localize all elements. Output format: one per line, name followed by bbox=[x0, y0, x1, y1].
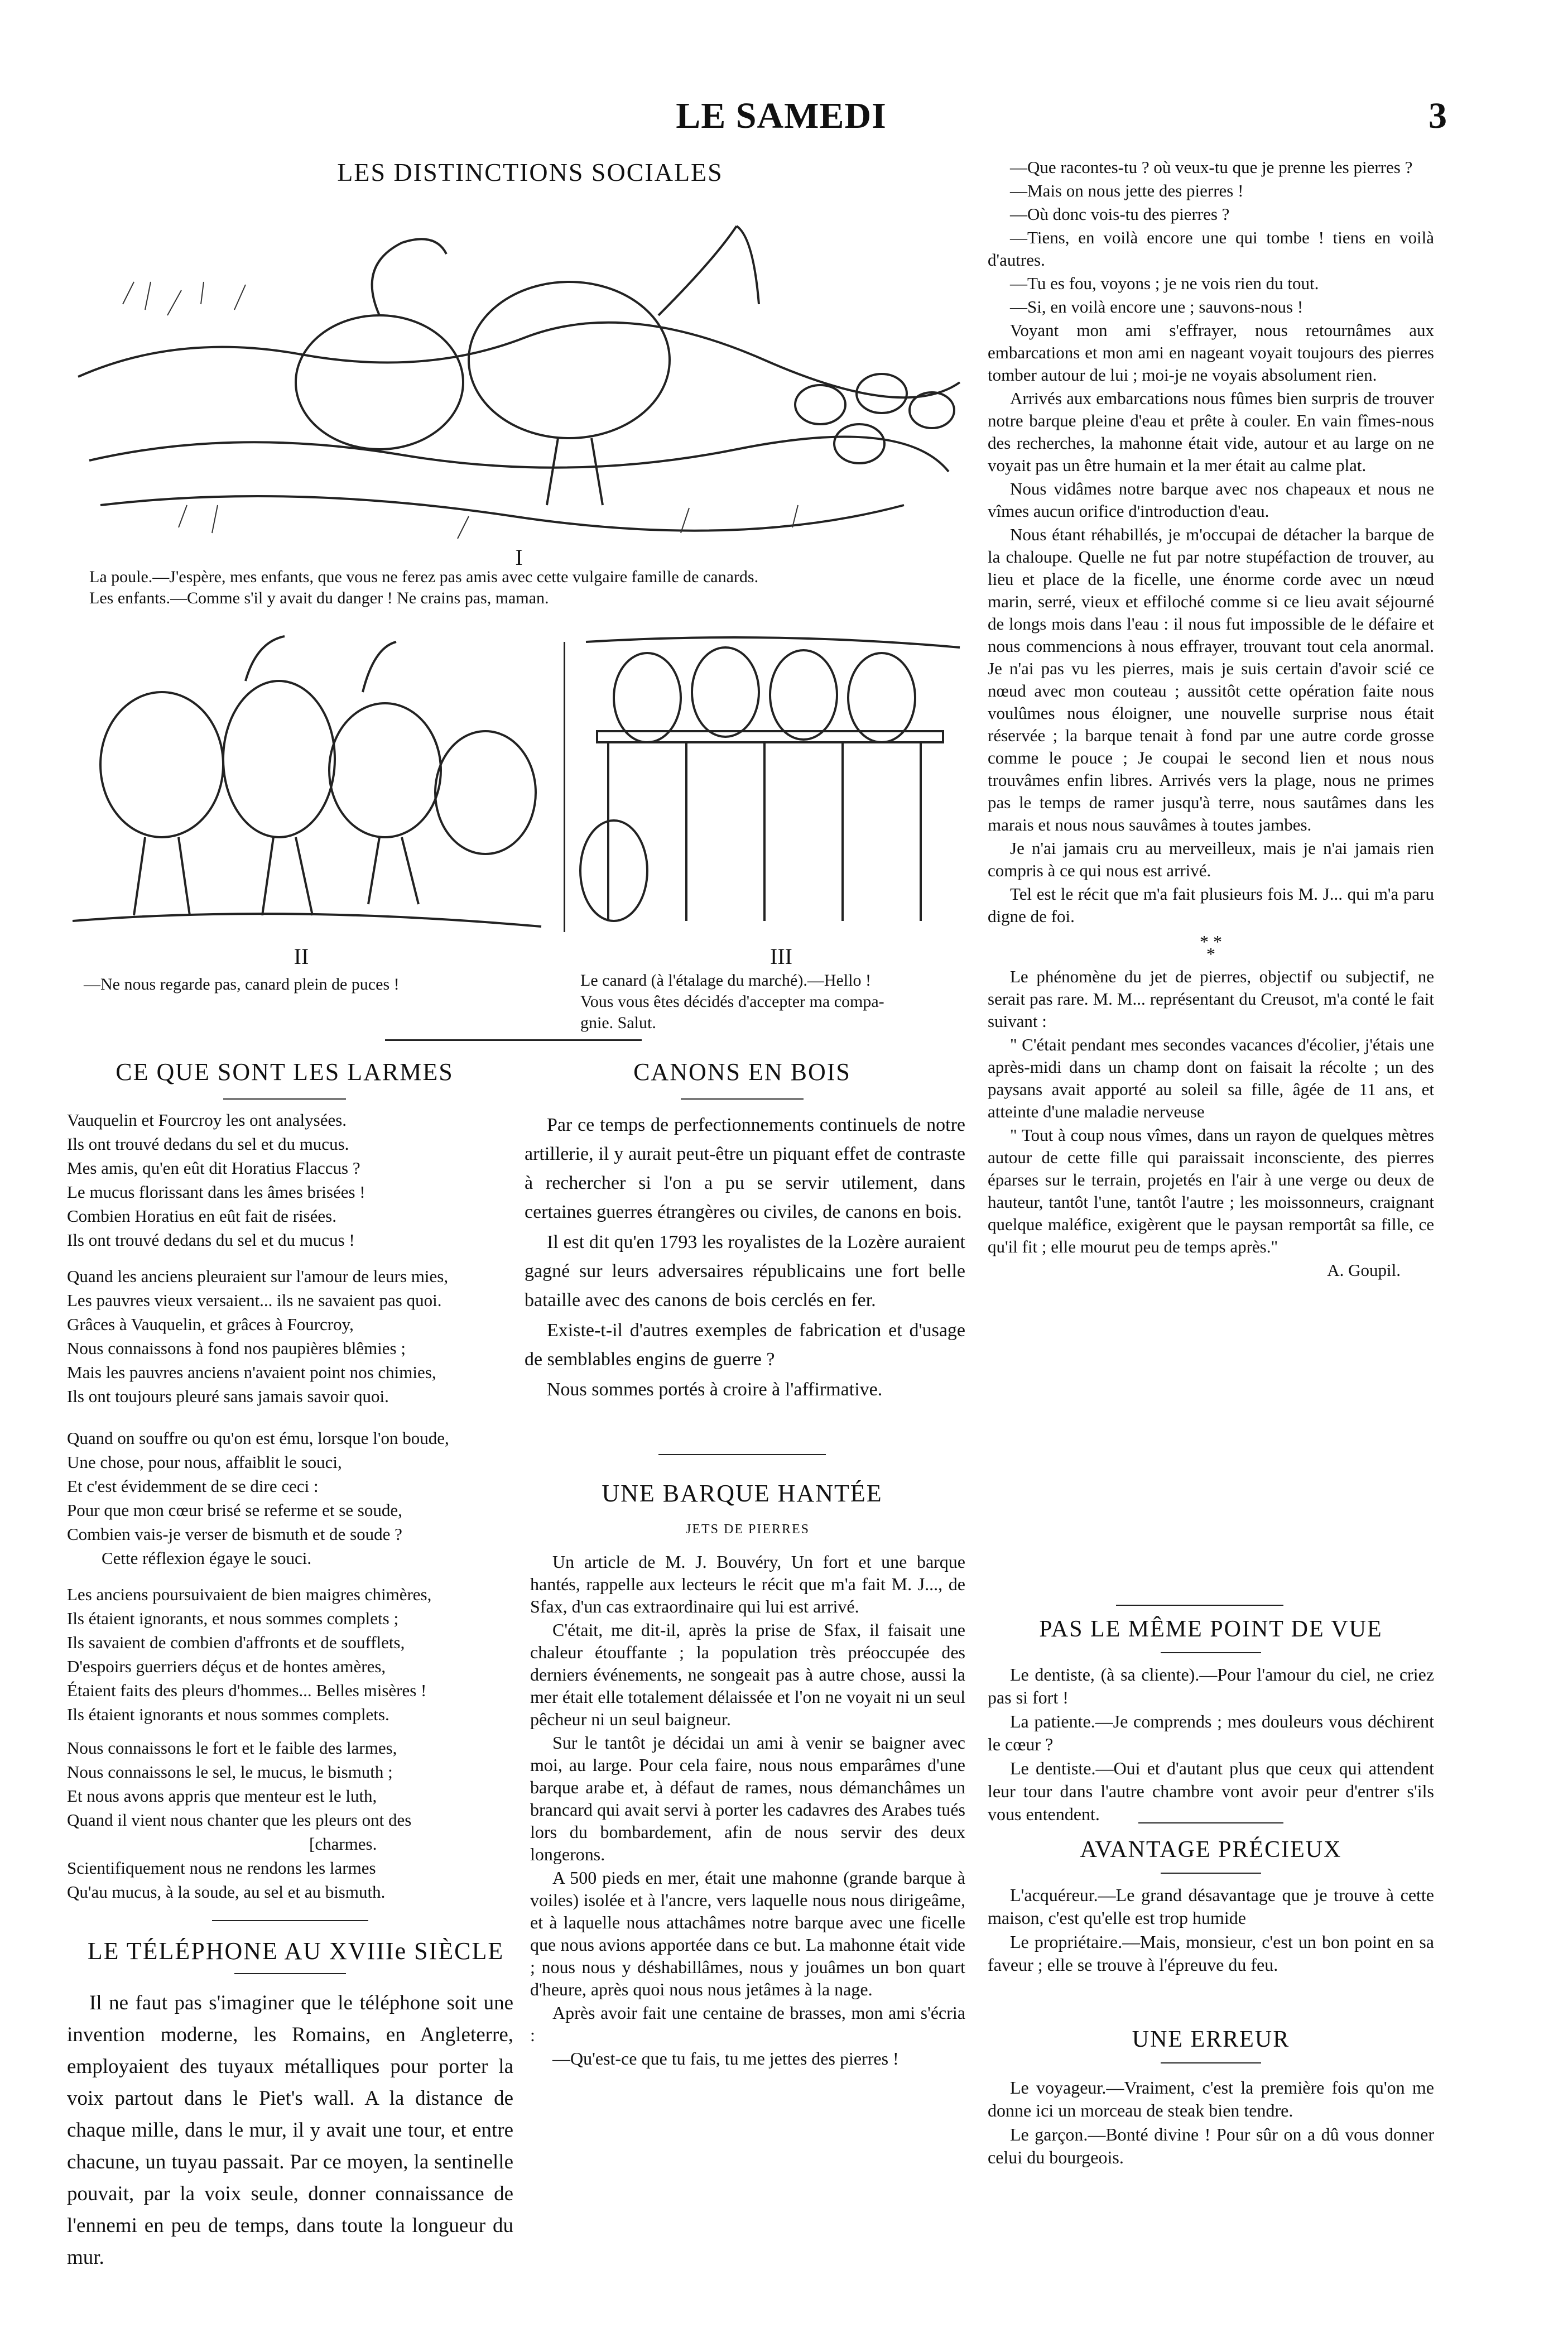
barque-continuation bbox=[988, 156, 1434, 1282]
page-header-title: LE SAMEDI bbox=[676, 95, 887, 136]
creusot-paragraph: " Tout à coup nous vîmes, dans un rayon de quelques mètres autour de cette fille qui paraissait inconsciente, des pierres éparses sur le terrain, projetés en l'air à une verge ou deux de hauteur, tantôt l'une, tantôt l'autre ; les moissonneurs, craignant quelque maléfice, exigèrent que le paysan remportât sa fille, ce qu'il fit ; elle mourut peu de temps après." bbox=[988, 1125, 1434, 1256]
canons-body bbox=[525, 1111, 965, 1405]
barque-subtitle: JETS DE PIERRES bbox=[685, 1522, 810, 1537]
barque-paragraph: A 500 pieds en mer, était une mahonne (grande barque à voiles) isolée et à l'ancre, vers laquelle nous nous dirigeâme, et à laquelle nous attachâmes notre barque avec une ficelle que nous avions apportée dans ce but. La mahonne était vide ; nous nous y déshabillâmes, nous y jouâmes un bon quart d'heure, après quoi nous nous jetâmes à la nage. bbox=[530, 1868, 965, 1999]
canons-paragraph: Nous sommes portés à croire à l'affirmative. bbox=[547, 1379, 883, 1400]
barque-paragraph: Voyant mon ami s'effrayer, nous retournâmes aux embarcations et mon ami en nageant voyait toujours des pierres tomber autour de lui ; moi-je ne voyais absolument rien. bbox=[988, 320, 1434, 385]
larmes-stanza: Vauquelin et Fourcroy les ont analysées. Ils ont trouvé dedans du sel et du mucus. Mes amis, qu'en eût dit Horatius Flaccus ? Le mucus florissant dans les âmes brisées ! Combien Horatius en eût fait de risées. Ils ont trouvé dedans du sel et du mucus ! bbox=[67, 1110, 365, 1250]
section-rule bbox=[1116, 1605, 1283, 1606]
dialogue-line: Le dentiste.—Oui et d'autant plus que ceux qui attendent leur tour dans l'autre chambre vont avoir peur d'entrer s'ils vous entendent. bbox=[988, 1758, 1434, 1824]
barque-paragraph: Un article de M. J. Bouvéry, Un fort et une barque hantés, rappelle aux lecteurs le récit que m'a fait M. J..., de Sfax, d'un cas extraordinaire qui lui est arrivé. bbox=[530, 1552, 965, 1616]
canons-paragraph: Par ce temps de perfectionnements continuels de notre artillerie, il y aurait peut-être un piquant effet de contraste à rechercher si l'on a pu se servir utilement, dans certaines guerres étrangères ou civiles, de canons en bois. bbox=[525, 1115, 965, 1222]
creusot-paragraph: " C'était pendant mes secondes vacances d'écolier, j'étais une après-midi dans un champ dont on faisait la récolte ; un des paysans avait apporté au soleil sa fille, âgée de 11 ans, et atteinte d'une maladie nerveuse bbox=[988, 1035, 1434, 1121]
barque-paragraph: Après avoir fait une centaine de brasses, mon ami s'écria : bbox=[530, 2003, 965, 2045]
dialogue-line: La patiente.—Je comprends ; mes douleurs vous déchirent le cœur ? bbox=[988, 1711, 1434, 1754]
barque-paragraph: —Si, en voilà encore une ; sauvons-nous ! bbox=[1010, 297, 1304, 316]
dialogue-line: Le propriétaire.—Mais, monsieur, c'est un bon point en sa faveur ; elle se trouve à l'épreuve du feu. bbox=[988, 1932, 1434, 1975]
barque-paragraph: C'était, me dit-il, après la prise de Sfax, il faisait une chaleur étouffante ; la population très préoccupée des derniers événements, ne songeait pas à autre chose, aussi la mer était elle totalement délaissée et l'on ne voyait ni un seul pêcheur ni un seul baigneur. bbox=[530, 1620, 965, 1729]
barque-paragraph: Nous vidâmes notre barque avec nos chapeaux et nous ne vîmes aucun orifice d'introduction d'eau. bbox=[988, 479, 1434, 521]
figure-3-caption-line: gnie. Salut. bbox=[580, 1014, 656, 1032]
canons-paragraph: Il est dit qu'en 1793 les royalistes de la Lozère auraient gagné sur leurs adversaires républicains une fort belle bataille avec des canons de bois cerclés en fer. bbox=[525, 1232, 965, 1311]
barque-paragraph: Nous étant réhabillés, je m'occupai de détacher la barque de la chaloupe. Quelle ne fut par notre stupéfaction de trouver, au lieu et place de la ficelle, une énorme corde avec un nœud marin, serré, vieux et effiloché comme si ce lieu avait séjourné de longs mois dans l'eau : il nous fut impossible de le défaire et nous commencions à nous effrayer, trouvant tout cela anormal. Je n'ai pas vu les pierres, mais je suis certain d'avoir scié ce nœud avec mon couteau ; aussitôt cette opération faite nous voulûmes nous éloigner, une nouvelle surprise nous était réservée ; la barque tenait à fond par une autre corde grosse comme le pouce ; Je coupai le second lien et nous nous trouvâmes enfin libres. Arrivés vers la plage, nous ne primes pas le temps de ramer jusqu'à terre, nous sautâmes dans les marais et nous nous sauvâmes à toutes jambes. bbox=[988, 525, 1434, 834]
section-rule bbox=[385, 1039, 642, 1041]
barque-paragraph: —Que racontes-tu ? où veux-tu que je prenne les pierres ? bbox=[1010, 157, 1413, 177]
section-stars: * * * bbox=[1200, 932, 1222, 964]
figure-1-caption-line: Les enfants.—Comme s'il y avait du danger ! Ne crains pas, maman. bbox=[89, 589, 549, 607]
dialogue-line: L'acquéreur.—Le grand désavantage que je trouve à cette maison, c'est qu'elle est trop humide bbox=[988, 1885, 1434, 1928]
erreur-title: UNE ERREUR bbox=[1132, 2027, 1290, 2052]
barque-title: UNE BARQUE HANTÉE bbox=[602, 1480, 883, 1507]
dialogue-line: Le voyageur.—Vraiment, c'est la première fois qu'on me donne ici un morceau de steak bien tendre. bbox=[988, 2077, 1434, 2120]
article-signature: A. Goupil. bbox=[1327, 1260, 1401, 1280]
figure-3-caption-line: Le canard (à l'étalage du marché).—Hello ! bbox=[580, 971, 871, 990]
larmes-stanza: Les anciens poursuivaient de bien maigres chimères, Ils étaient ignorants, et nous sommes complets ; Ils savaient de combien d'affronts et de soufflets, D'espoirs guerriers déçus et de hontes amères, Étaient faits des pleurs d'hommes... Belles misères ! Ils étaient ignorants et nous sommes complets. bbox=[67, 1585, 432, 1724]
barque-body bbox=[530, 1513, 965, 2071]
illustration-hens-and-duck bbox=[61, 625, 547, 938]
figure-1-number: I bbox=[515, 545, 523, 570]
figure-3-number: III bbox=[770, 944, 792, 969]
title-rule bbox=[681, 1098, 804, 1100]
dialogue-line: Le dentiste, (à sa cliente).—Pour l'amour du ciel, ne criez pas si fort ! bbox=[988, 1664, 1434, 1707]
section-rule bbox=[658, 1454, 826, 1455]
barque-paragraph: Sur le tantôt je décidai un ami à venir se baigner avec moi, au large. Pour cela faire, nous nous emparâmes d'une barque arabe et, à défaut de rames, nous démanchâmes un brancard qui avait servi à porter les cadavres des Arabes tués lors du bombardement, afin de nous servir des deux longerons. bbox=[530, 1732, 965, 1864]
figure-3-caption bbox=[580, 970, 982, 1034]
section-rule bbox=[212, 1920, 368, 1921]
telephone-body bbox=[67, 1987, 513, 2274]
section-rule bbox=[1138, 1822, 1283, 1823]
page-number: 3 bbox=[1428, 95, 1447, 136]
barque-paragraph: Je n'ai jamais cru au merveilleux, mais je n'ai jamais rien compris à ce qui nous est arrivé. bbox=[988, 838, 1434, 880]
figure-divider bbox=[564, 642, 565, 932]
creusot-paragraph: Le phénomène du jet de pierres, objectif ou subjectif, ne serait pas rare. M. M... représentant du Creusot, m'a conté le fait suivant : bbox=[988, 967, 1434, 1031]
barque-paragraph: —Qu'est-ce que tu fais, tu me jettes des pierres ! bbox=[552, 2048, 899, 2069]
avantage-title: AVANTAGE PRÉCIEUX bbox=[1080, 1837, 1342, 1863]
erreur-body bbox=[988, 2076, 1434, 2170]
dialogue-line: Le garçon.—Bonté divine ! Pour sûr on a dû vous donner celui du bourgeois. bbox=[988, 2124, 1434, 2167]
title-rule bbox=[1161, 1652, 1261, 1653]
title-rule bbox=[234, 1973, 346, 1974]
illustration-ducks-at-market bbox=[575, 631, 971, 938]
larmes-stanza: Quand les anciens pleuraient sur l'amour de leurs mies, Les pauvres vieux versaient... ils ne savaient pas quoi. Grâces à Vauquelin, et grâces à Fourcroy, Nous connaissons à fond nos paupières blêmies ; Mais les pauvres anciens n'avaient point nos chimies, Ils ont toujours pleuré sans jamais savoir quoi. bbox=[67, 1266, 449, 1406]
barque-paragraph: —Où donc vois-tu des pierres ? bbox=[1010, 204, 1230, 224]
avantage-body bbox=[988, 1884, 1434, 1978]
pointdevue-title: PAS LE MÊME POINT DE VUE bbox=[1039, 1616, 1383, 1642]
figure-1-caption-line: La poule.—J'espère, mes enfants, que vous ne ferez pas amis avec cette vulgaire famille de canards. bbox=[89, 568, 759, 586]
larmes-stanza: Quand on souffre ou qu'on est ému, lorsque l'on boude, Une chose, pour nous, affaiblit le souci, Et c'est évidemment de se dire ceci : Pour que mon cœur brisé se referme et se soude, Combien vais-je verser de bismuth et de soude ? Cette réflexion égaye le souci. bbox=[67, 1428, 449, 1568]
title-rule bbox=[223, 1098, 346, 1100]
figure-1-caption bbox=[89, 567, 960, 609]
barque-paragraph: Tel est le récit que m'a fait plusieurs fois M. J... qui m'a paru digne de foi. bbox=[988, 884, 1434, 926]
canons-paragraph: Existe-t-il d'autres exemples de fabrication et d'usage de semblables engins de guerre ? bbox=[525, 1320, 965, 1370]
figure-2-number: II bbox=[294, 944, 309, 969]
telephone-paragraph: Il ne faut pas s'imaginer que le téléphone soit une invention moderne, les Romains, en Angleterre, employaient des tuyaux métalliques pour porter la voix partout dans le Piet's wall. A la distance de chaque mille, dans le mur, il y avait une tour, et entre chacune, un tuyau passait. Par ce moyen, la sentinelle pouvait, par la voix seule, donner connaissance de l'ennemi en peu de temps, dans toute la longueur du mur. bbox=[67, 1991, 513, 2269]
telephone-title: LE TÉLÉPHONE AU XVIIIe SIÈCLE bbox=[87, 1937, 504, 1965]
larmes-stanza: Nous connaissons le fort et le faible des larmes, Nous connaissons le sel, le mucus, le bismuth ; Et nous avons appris que menteur est le luth, Quand il vient nous chanter que les pleurs ont des [charmes. Scientifiquement nous ne rendons les larmes Qu'au mucus, à la soude, au sel et au bismuth. bbox=[67, 1738, 412, 1902]
barque-paragraph: Arrivés aux embarcations nous fûmes bien surpris de trouver notre barque pleine d'eau et prête à couler. En vain fîmes-nous des recherches, la mahonne était vide, autour et au large on ne voyait pas un être humain et la mer était au calme plat. bbox=[988, 388, 1434, 475]
barque-paragraph: —Tiens, en voilà encore une qui tombe ! tiens en voilà d'autres. bbox=[988, 228, 1434, 270]
barque-paragraph: —Mais on nous jette des pierres ! bbox=[1010, 181, 1244, 200]
larmes-title: CE QUE SONT LES LARMES bbox=[116, 1058, 454, 1086]
pointdevue-body bbox=[988, 1663, 1434, 1827]
title-rule bbox=[1161, 1873, 1261, 1874]
distinctions-title: LES DISTINCTIONS SOCIALES bbox=[337, 158, 723, 186]
canons-title: CANONS EN BOIS bbox=[633, 1058, 851, 1086]
title-rule bbox=[1161, 2062, 1261, 2063]
barque-paragraph: —Tu es fou, voyons ; je ne vois rien du tout. bbox=[1010, 273, 1319, 293]
figure-3-caption-line: Vous vous êtes décidés d'accepter ma compa- bbox=[580, 992, 884, 1011]
figure-2-caption: —Ne nous regarde pas, canard plein de puces ! bbox=[84, 975, 400, 994]
illustration-hen-and-ducks bbox=[67, 193, 971, 550]
